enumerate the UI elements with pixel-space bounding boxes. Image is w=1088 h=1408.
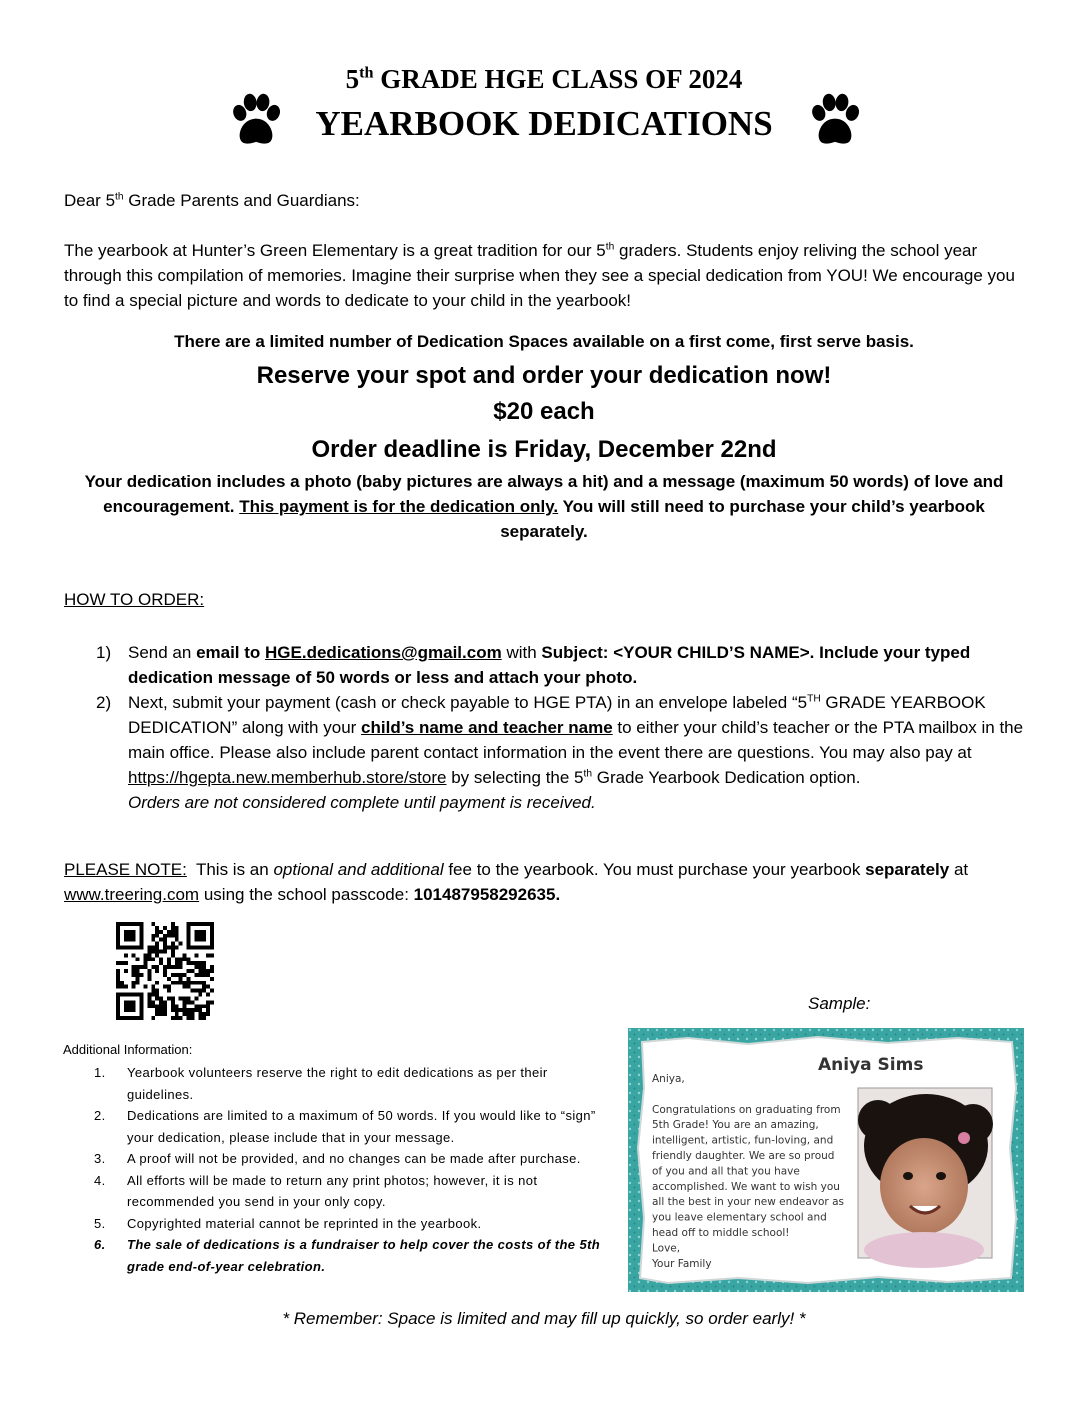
sample-message-line: all the best in your new endeavor as [652, 1196, 844, 1209]
sample-message-line: of you and all that you have [652, 1165, 800, 1178]
list-item [94, 1170, 604, 1213]
additional-info-list [94, 1062, 604, 1277]
additional-info-heading: Additional Information: [63, 1042, 193, 1057]
sample-dedication-card [628, 1028, 1024, 1292]
order-deadline: Order deadline is Friday, December 22nd [311, 436, 777, 463]
sample-name: Aniya Sims [818, 1055, 924, 1075]
child-photo [858, 1088, 993, 1268]
limited-spaces-notice: There are a limited number of Dedication Spaces available on a first come, first serve basis. [174, 332, 914, 351]
list-item-text: Yearbook volunteers reserve the right to edit dedications as per their guidelines. [127, 1065, 548, 1102]
sample-message-line: Aniya, [652, 1073, 685, 1085]
title-line-1: 5th GRADE HGE CLASS OF 2024 [345, 63, 743, 94]
order-step-1: 1) Send an email to HGE.dedications@gmail.com with Subject: <YOUR CHILD’S NAME>. Include your typed dedication message of 50 words or less and attach your photo. [96, 643, 971, 687]
please-note: PLEASE NOTE: This is an optional and additional fee to the yearbook. You must purchase your yearbook separately at www.treering.com using the school passcode: 101487958292635. [64, 860, 969, 904]
sample-message-line: Love, [652, 1242, 681, 1255]
list-item [94, 1105, 604, 1148]
sample-message-line: you leave elementary school and [652, 1211, 827, 1224]
list-item-text: All efforts will be made to return any print photos; however, it is not recommended you send in your only copy. [127, 1172, 538, 1209]
list-item [94, 1148, 604, 1170]
sample-message-line: intelligent, artistic, fun-loving, and [652, 1134, 834, 1147]
list-item [94, 1062, 604, 1105]
qr-code-icon[interactable] [116, 922, 214, 1020]
list-item-number: 5. [94, 1215, 106, 1231]
dedication-includes: Your dedication includes a photo (baby pictures are always a hit) and a message (maximum 50 words) of love and encouragement. This payment is for the dedication only. You will still need to purchase your child’s yearbook separately. [84, 472, 1004, 541]
sample-message-line: Congratulations on graduating from [652, 1103, 841, 1116]
list-item-number: 4. [94, 1172, 106, 1188]
list-item-number: 3. [94, 1151, 106, 1166]
intro-paragraph: The yearbook at Hunter’s Green Elementary is a great tradition for our 5th graders. Students enjoy reliving the school year through this compilation of memories. Imagine their surprise when they see a special dedication from YOU! We encourage you to find a special picture and words to dedicate to your child in the yearbook! [64, 241, 1015, 310]
sample-message-line: friendly daughter. We are so proud [652, 1150, 835, 1162]
title-line-2: YEARBOOK DEDICATIONS [315, 104, 773, 143]
remember-footer: * Remember: Space is limited and may fill up quickly, so order early! * [282, 1309, 806, 1328]
order-step-2: 2) Next, submit your payment (cash or check payable to HGE PTA) in an envelope labeled “5TH GRADE YEARBOOK DEDICATION” along with your child’s name and teacher name to either your child’s teacher or the PTA mailbox in the main office. Please also include parent contact information in the event there are questions. You may also pay at https://hgepta.new.memberhub.store/store by selecting the 5th Grade Yearbook Dedication option. Orders are not considered complete until payment is received. [96, 693, 1024, 812]
list-item [94, 1213, 604, 1235]
list-item-number: 6. [94, 1237, 106, 1252]
memberhub-link[interactable]: https://hgepta.new.memberhub.store/store [128, 768, 447, 787]
paw-print-icon [806, 92, 864, 150]
email-link[interactable]: HGE.dedications@gmail.com [265, 643, 502, 662]
price: $20 each [493, 398, 595, 425]
list-item-text: Copyrighted material cannot be reprinted in the yearbook. [127, 1215, 482, 1231]
treering-link[interactable]: www.treering.com [64, 885, 200, 904]
list-item-text: A proof will not be provided, and no changes can be made after purchase. [127, 1151, 581, 1166]
sample-message-line: Your Family [652, 1257, 712, 1270]
sample-message-line: head off to middle school! [652, 1227, 790, 1239]
list-item-number: 2. [94, 1108, 106, 1123]
list-item-number: 1. [94, 1065, 106, 1080]
sample-label: Sample: [808, 994, 871, 1013]
greeting: Dear 5th Grade Parents and Guardians: [64, 191, 360, 210]
list-item [94, 1234, 604, 1277]
paw-print-icon [227, 92, 285, 150]
how-to-order-heading: HOW TO ORDER: [64, 590, 205, 609]
sample-message-line: accomplished. We want to wish you [652, 1180, 840, 1193]
reserve-headline: Reserve your spot and order your dedication now! [256, 362, 832, 389]
list-item-text: Dedications are limited to a maximum of 50 words. If you would like to “sign” your dedication, please include that in your message. [127, 1108, 596, 1145]
sample-message-line: 5th Grade! You are an amazing, [652, 1119, 819, 1132]
list-item-text: The sale of dedications is a fundraiser to help cover the costs of the 5th grade end-of-year celebration. [127, 1237, 601, 1274]
